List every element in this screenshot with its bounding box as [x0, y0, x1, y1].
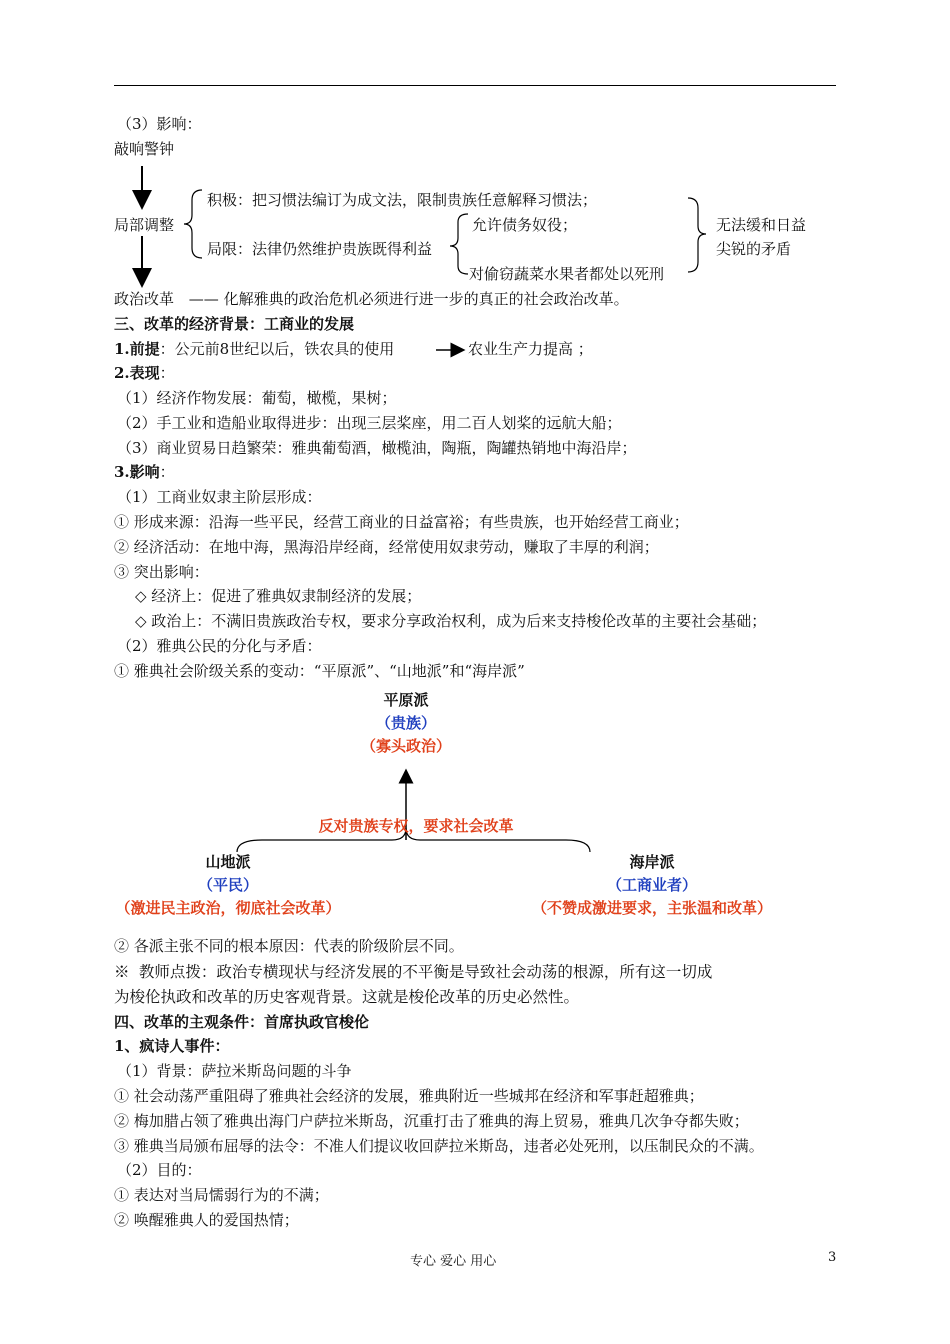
flow-limit: 局限：法律仍然维护贵族既得利益: [207, 240, 433, 258]
perf-colon: ：: [159, 364, 175, 382]
impact1-item-1: ① 形成来源：沿海一些平民，经营工商业的日益富裕；有些贵族，也开始经营工商业；: [114, 513, 689, 531]
faction-coast-name: 海岸派: [629, 853, 675, 871]
perf-label: 2.表现: [114, 364, 160, 382]
faction-coast-class: （工商业者）: [606, 876, 697, 894]
premise-text: ：公元前8世纪以后，铁农具的使用: [159, 340, 395, 358]
flow-start: 敲响警钟: [114, 140, 175, 158]
brace-right: [688, 198, 706, 272]
background-item-1: ① 社会动荡严重阻碍了雅典社会经济的发展，雅典附近一些城邦在经济和军事赶超雅典；: [114, 1087, 704, 1105]
faction-plain-class: （贵族）: [375, 714, 436, 732]
impact1-sub-1: ◇ 经济上：促进了雅典奴隶制经济的发展；: [135, 587, 422, 605]
event-title: 1、疯诗人事件：: [114, 1037, 230, 1055]
perf-item-3: （3）商业贸易日趋繁荣：雅典葡萄酒，橄榄油，陶瓶，陶罐热销地中海沿岸；: [117, 439, 637, 457]
event-background: （1）背景：萨拉米斯岛问题的斗争: [117, 1062, 352, 1080]
impact1-sub-2: ◇ 政治上：不满旧贵族政治专权，要求分享政治权利，成为后来支持梭伦改革的主要社会基础；: [135, 612, 767, 630]
purpose-item-1: ① 表达对当局懦弱行为的不满；: [114, 1186, 329, 1204]
event-purpose: （2）目的：: [117, 1161, 202, 1179]
premise-result: 农业生产力提高 ；: [468, 340, 593, 358]
impact2-item: ① 雅典社会阶级关系的变动：“平原派”、“山地派”和“海岸派”: [114, 662, 525, 680]
flow-result-1: 无法缓和日益: [716, 216, 807, 234]
flow-positive: 积极：把习惯法编订为成文法，限制贵族任意解释习惯法；: [207, 191, 598, 209]
flow-end: [114, 289, 629, 309]
faction-hill-name: 山地派: [205, 853, 251, 871]
flow-middle: 局部调整: [114, 216, 175, 234]
impact2-reason: ② 各派主张不同的根本原因：代表的阶级阶层不同。: [114, 937, 464, 955]
page-number: 3: [828, 1250, 837, 1265]
faction-plain-name: 平原派: [383, 691, 429, 709]
faction-plain-stance: （寡头政治）: [360, 737, 451, 755]
faction-hill-stance: （激进民主政治，彻底社会改革）: [115, 899, 341, 917]
impact-label: 3.影响: [114, 463, 160, 481]
impact1-item-2: ② 经济活动：在地中海，黑海沿岸经商，经常使用奴隶劳动，赚取了丰厚的利润；: [114, 538, 659, 556]
flow-result-2: 尖锐的矛盾: [716, 240, 792, 258]
flow-end-label: 政治改革: [114, 290, 175, 308]
flow-end-desc: —— 化解雅典的政治危机必须进行进一步的真正的社会政治改革。: [188, 290, 629, 308]
brace-limit: [450, 214, 468, 274]
impact1: （1）工商业奴隶主阶层形成：: [117, 488, 322, 506]
footer-motto: 专心 爱心 用心: [410, 1254, 497, 1269]
section4-title: 四、改革的主观条件：首席执政官梭伦: [114, 1013, 370, 1031]
teacher-note-1: ※ 教师点拨：政治专横现状与经济发展的不平衡是导致社会动荡的根源，所有这一切成: [114, 963, 713, 981]
premise-label: 1.前提: [114, 340, 160, 358]
faction-center-label: 反对贵族专权，要求社会改革: [318, 817, 514, 835]
brace-left: [184, 190, 202, 258]
teacher-note-2: 为梭伦执政和改革的历史客观背景。这就是梭伦改革的历史必然性。: [114, 988, 580, 1006]
perf-item-1: （1）经济作物发展：葡萄，橄榄，果树；: [117, 389, 397, 407]
faction-hill-class: （平民）: [197, 876, 258, 894]
perf-item-2: （2）手工业和造船业取得进步：出现三层桨座，用二百人划桨的远航大船；: [117, 414, 622, 432]
impact1-item-3: ③ 突出影响：: [114, 563, 209, 581]
perf-header: [114, 363, 175, 383]
impact-colon: ：: [159, 463, 175, 481]
purpose-item-2: ② 唤醒雅典人的爱国热情；: [114, 1211, 299, 1229]
faction-coast-stance: （不赞成激进要求，主张温和改革）: [531, 899, 772, 917]
premise-line: [114, 339, 394, 359]
impact-header-3: [114, 462, 175, 482]
background-item-2: ② 梅加腊占领了雅典出海门户萨拉米斯岛，沉重打击了雅典的海上贸易，雅典几次争夺都失败；: [114, 1112, 749, 1130]
flow-limit-item-1: 允许债务奴役；: [472, 216, 578, 234]
impact2: （2）雅典公民的分化与矛盾：: [117, 637, 322, 655]
impact-header: （3）影响：: [117, 115, 202, 133]
flow-limit-item-2: 对偷窃蔬菜水果者都处以死刑: [469, 265, 665, 283]
background-item-3: ③ 雅典当局颁布屈辱的法令：不准人们提议收回萨拉米斯岛，违者必处死刑，以压制民众的不满。: [114, 1137, 764, 1155]
section3-title: 三、改革的经济背景：工商业的发展: [114, 315, 355, 333]
